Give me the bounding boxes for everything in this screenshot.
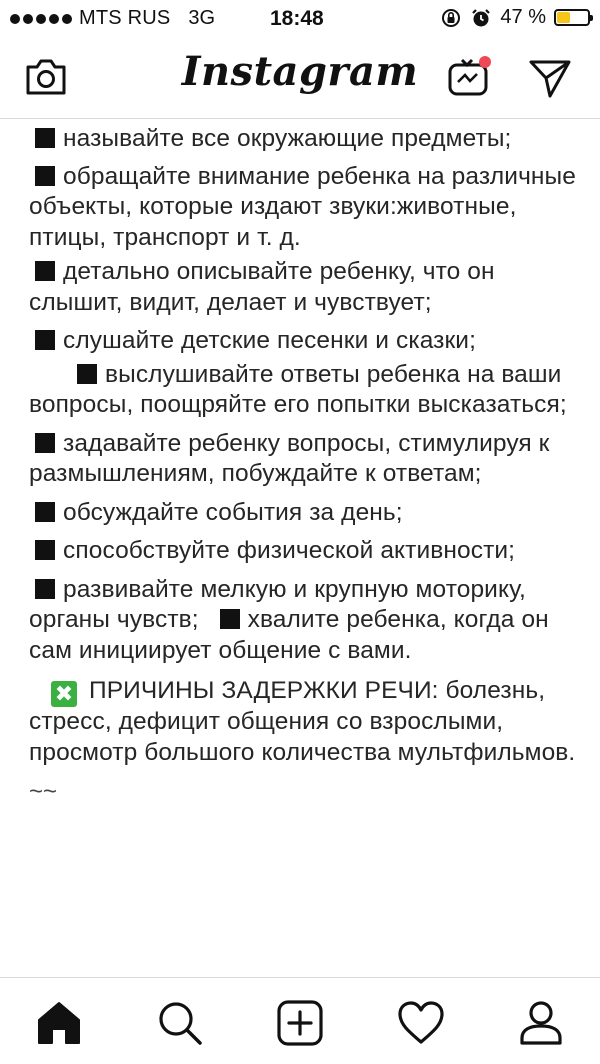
caption-item: слушайте детские песенки и сказки;	[29, 326, 589, 357]
bullet-square-icon	[35, 166, 55, 186]
caption-item: обращайте внимание ребенка на различные объекты, которые издают звуки:животные, птицы, транспорт и т. д.	[29, 162, 576, 251]
orientation-lock-icon	[440, 7, 462, 29]
tab-activity[interactable]	[396, 998, 446, 1048]
home-icon	[34, 998, 84, 1048]
caption-item: детально описывайте ребенку, что он слышит, видит, делает и чувствует;	[29, 258, 495, 316]
caption-tilde: ~~	[29, 778, 58, 805]
bullet-square-icon	[220, 609, 240, 629]
bullet-square-icon	[35, 128, 55, 148]
carrier-name: MTS RUS	[79, 7, 171, 29]
caption-item: называйте все окружающие предметы;	[29, 124, 589, 155]
profile-icon	[516, 998, 566, 1048]
caption-item: обсуждайте события за день;	[29, 498, 589, 529]
bullet-square-icon	[35, 433, 55, 453]
reasons-paragraph: ✖ ПРИЧИНЫ ЗАДЕРЖКИ РЕЧИ: болезнь, стресс, дефицит общения со взрослыми, просмотр большого количества мультфильмов.	[29, 677, 576, 766]
signal-dots-icon	[10, 14, 72, 24]
status-bar	[0, 0, 600, 38]
direct-message-icon[interactable]	[528, 57, 572, 99]
activity-heart-icon	[396, 998, 446, 1048]
tab-profile[interactable]	[516, 998, 566, 1048]
instagram-logo: Instagram	[181, 48, 419, 95]
caption-item: способствуйте физической активности;	[29, 536, 589, 567]
new-post-icon	[275, 998, 325, 1048]
clock: 18:48	[270, 7, 324, 30]
bullet-square-icon	[77, 364, 97, 384]
battery-icon	[554, 9, 590, 26]
bullet-square-icon	[35, 579, 55, 599]
caption-item: задавайте ребенку вопросы, стимулируя к размышлениям, побуждайте к ответам;	[29, 429, 550, 487]
network-type: 3G	[188, 7, 216, 29]
tab-home[interactable]	[34, 998, 84, 1048]
bullet-square-icon	[35, 330, 55, 350]
search-icon	[155, 998, 205, 1048]
bullet-square-icon	[35, 261, 55, 281]
green-cross-emoji-icon: ✖	[51, 681, 77, 707]
battery-percent: 47 %	[500, 6, 546, 28]
igtv-notification-dot	[479, 56, 491, 68]
post-caption	[29, 124, 589, 804]
bottom-tab-bar	[0, 977, 600, 1064]
alarm-icon	[470, 7, 492, 29]
tab-new-post[interactable]	[275, 998, 325, 1048]
tab-search[interactable]	[155, 998, 205, 1048]
igtv-icon[interactable]	[446, 52, 494, 98]
bullet-square-icon	[35, 540, 55, 560]
bullet-square-icon	[35, 502, 55, 522]
caption-item: развивайте мелкую и крупную моторику, органы чувств; хвалите ребенка, когда он сам инициирует общение с вами.	[29, 575, 549, 664]
caption-item: выслушивайте ответы ребенка на ваши вопросы, поощряйте его попытки высказаться;	[29, 360, 567, 418]
top-navigation-bar	[0, 38, 600, 119]
